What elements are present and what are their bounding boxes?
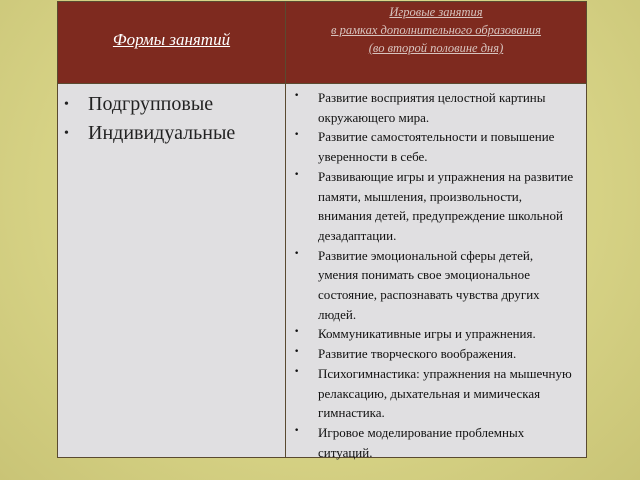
- activity-item: · Развивающие игры и упражнения на развитие памяти, мышления, произвольности, внимания детей, предупреждение школьной дезадаптации.: [286, 167, 586, 246]
- activity-item: · Игровое моделирование проблемных ситуаций.: [286, 423, 586, 462]
- forms-table: [57, 1, 587, 458]
- header-activities-line-3: (во второй половине дня): [368, 41, 504, 55]
- header-forms-title: Формы занятий: [112, 30, 231, 49]
- header-forms-cell: [58, 2, 286, 84]
- activity-item: · Коммуникативные игры и упражнения.: [286, 324, 586, 344]
- activities-list: [286, 84, 586, 462]
- activity-item: · Развитие творческого воображения.: [286, 344, 586, 364]
- activity-item: · Развитие эмоциональной сферы детей, умения понимать свое эмоциональное состояние, распознавать чувства других людей.: [286, 246, 586, 325]
- form-item: • Индивидуальные: [58, 119, 285, 148]
- header-activities-line-1: Игровые занятия: [389, 5, 483, 19]
- activity-item: · Психогимнастика: упражнения на мышечную релаксацию, дыхательная и мимическая гимнастика.: [286, 364, 586, 423]
- forms-list: [58, 84, 285, 148]
- activity-item: · Развитие самостоятельности и повышение уверенности в себе.: [286, 127, 586, 166]
- form-item: • Подгрупповые: [58, 90, 285, 119]
- activity-item: · Развитие восприятия целостной картины окружающего мира.: [286, 88, 586, 127]
- header-activities-cell: [286, 2, 586, 84]
- forms-cell: [58, 84, 286, 457]
- header-activities-line-2: в рамках дополнительного образования: [331, 23, 541, 37]
- activities-cell: [286, 84, 586, 460]
